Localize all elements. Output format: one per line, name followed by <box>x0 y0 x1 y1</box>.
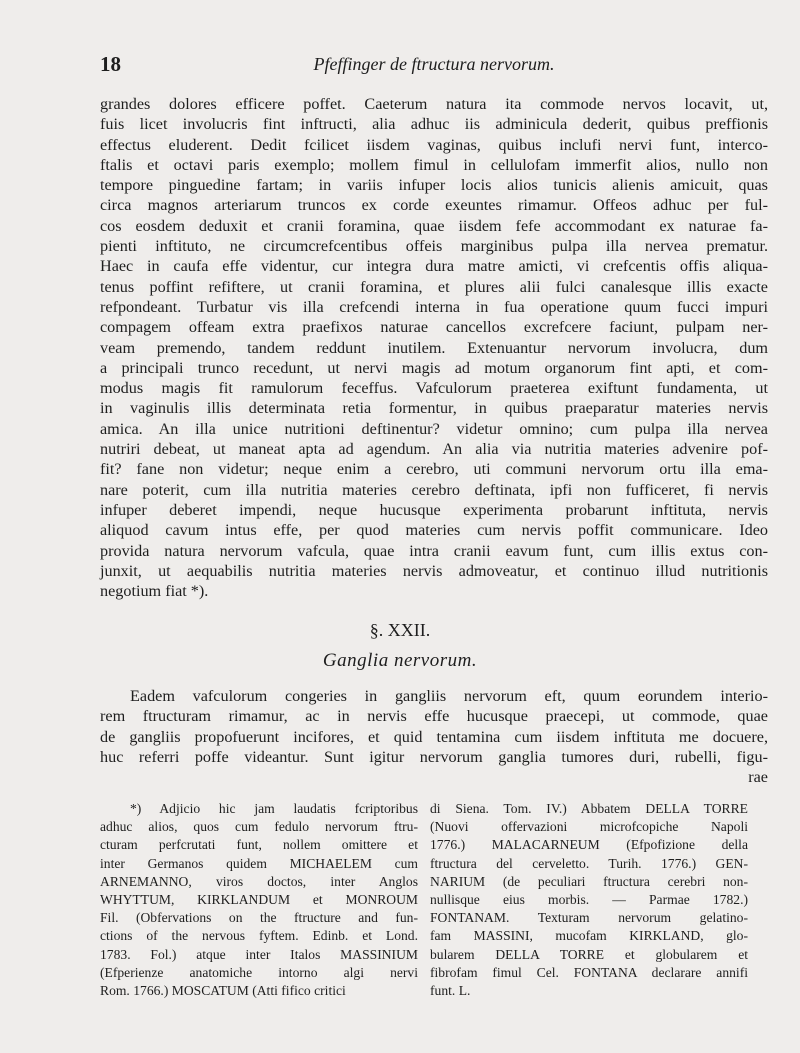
footnote-left-line: Fil. (Obfervations on the ftructure and fun- <box>100 910 418 926</box>
body-line: modus magis fit ramulorum feceffus. Vafculorum praeterea exiftunt fundamenta, ut <box>100 379 768 398</box>
footnote-left-line: *) Adjicio hic jam laudatis fcriptoribus <box>130 801 418 816</box>
body-line: cos eosdem deduxit et cranii foramina, quae iisdem fefe accommodant ex naturae fa- <box>100 216 768 235</box>
section-title: Ganglia nervorum. <box>322 650 478 671</box>
footnote-right-line: NARIUM (de peculiari ftructura cerebri non- <box>430 873 748 889</box>
footnote-column-right <box>430 800 748 1000</box>
footnote-left-line: ARNEMANNO, viros doctos, inter Anglos <box>100 873 418 889</box>
body-line: circa magnos arteriarum truncos ex corde exeuntes rimamur. Offeos adhuc per ful- <box>100 196 768 215</box>
body-line: negotium fiat *). <box>100 582 209 601</box>
body-line: amica. An illa unice nutritioni deftinentur? videtur omnino; cum pulpa illa nervea <box>100 419 768 438</box>
body-line: fit? fane non videtur; neque enim a cerebro, uti communi nervorum ortu illa ema- <box>100 460 768 479</box>
section-number: §. XXII. <box>369 620 431 640</box>
footnote-right-line: ftructura del cerveletto. Turih. 1776.) GEN- <box>430 855 748 871</box>
footnote-right-line: fibrofam fimul Cel. FONTANA declarare annifi <box>430 964 748 980</box>
body-line: pienti inftituto, ne circumcrefcentibus offeis marginibus pulpa illa nervea prematur. <box>100 237 768 256</box>
body-line: aliquod cavum intus effe, per quod materies cum nervis poffit communicare. Ideo <box>100 521 768 540</box>
footnote-right-line: nullisque eius morbis. — Parmae 1782.) <box>430 891 748 907</box>
footnote-left-line: adhuc alios, quos cum fedulo nervorum ftru- <box>100 819 418 835</box>
section-body-line: de gangliis propofuerunt incifores, et quid tentamina cum iisdem inftituta me docuere, <box>100 727 768 746</box>
body-line: Haec in caufa effe videntur, cur integra dura matre amicti, vi crefcentis offis aliqua- <box>100 257 768 276</box>
body-line: tempore pinguedine fartam; in variis infuper locis alios tunicis alienis amicuit, quas <box>100 176 768 195</box>
body-line: nare poterit, cum illa nutritia materies cerebro deftinata, ipfi non fufficeret, fi nervis <box>100 480 768 499</box>
body-line: veam premendo, tandem reddunt inutilem. Extenuantur nervorum involucra, dum <box>100 338 768 357</box>
body-line: in vaginulis illis determinata retia formentur, in quibus praeparatur materies nervis <box>100 399 768 418</box>
footnote-right-line: fam MASSINI, mucofam KIRKLAND, glo- <box>430 928 748 944</box>
footnote-right-line: di Siena. Tom. IV.) Abbatem DELLA TORRE <box>430 801 748 816</box>
section-body-line: Eadem vafculorum congeries in gangliis nervorum eft, quum eorundem interio- <box>130 687 768 705</box>
section-body-line: rem ftructuram rimamur, ac in nervis effe hucusque praecepi, ut commode, quae <box>100 707 768 726</box>
footnote-right-line: (Nuovi offervazioni microfcopiche Napoli <box>430 819 748 835</box>
footnote-right-line: FONTANAM. Texturam nervorum gelatino- <box>430 910 748 926</box>
section-paragraph <box>100 686 768 787</box>
section-body-line: rae <box>748 768 768 787</box>
body-line: nutriri debeat, ut maneat apta ad agendum. An alia via nutritia materies advenire pof- <box>100 440 768 459</box>
body-line: grandes dolores efficere poffet. Caeterum natura ita commode nervos locavit, ut, <box>100 95 768 113</box>
body-line: provida natura nervorum vafcula, quae intra cranii eavum funt, cum illis extus con- <box>100 541 768 560</box>
body-line: a principali trunco recedunt, ut nervi magis ad motum organorum fint apti, et com- <box>100 358 768 377</box>
footnote-left-line: ctions of the nervous fyftem. Edinb. et Lond. <box>100 928 418 944</box>
body-line: tenus poffint refiftere, ut cranii foramina, et plures alii fulci canalesque illis exacte <box>100 277 768 296</box>
footnote-left-line: WHYTTUM, KIRKLANDUM et MONROUM <box>100 891 418 907</box>
section-body-line: huc referri poffe videantur. Sunt igitur nervorum ganglia tumores duri, rubelli, figu- <box>100 747 768 766</box>
footnote-column-left <box>100 800 418 1000</box>
body-line: refpondeant. Turbatur vis illa crefcendi interna in fua operatione quum fucci impuri <box>100 297 768 316</box>
footnote-left-line: Rom. 1766.) MOSCATUM (Atti fifico critici <box>100 982 346 998</box>
footnote-left-line: inter Germanos quidem MICHAELEM cum <box>100 855 418 871</box>
footnote-right-line: funt. L. <box>430 982 471 998</box>
footnote-right-line: bularem DELLA TORRE et globularem et <box>430 946 748 962</box>
body-paragraph <box>100 94 768 601</box>
running-title: Pfeffinger de ftructura nervorum. <box>313 54 555 74</box>
body-line: infuper deberet impendi, neque hucusque experimenta probarunt inftituta, nervis <box>100 500 768 519</box>
footnote-right-line: 1776.) MALACARNEUM (Efpofizione della <box>430 837 748 853</box>
footnote-left-line: (Efperienze anatomiche intorno algi nervi <box>100 964 418 980</box>
page-header <box>100 52 768 78</box>
footnote-left-line: 1783. Fol.) atque inter Italos MASSINIUM <box>100 946 418 962</box>
footnote-left-line: cturam perfcrutati funt, nollem omittere et <box>100 837 418 853</box>
body-line: fuis licet involucris fint inftructi, alia adhuc iis adminicula dederit, quibus preffionis <box>100 115 768 134</box>
body-line: ftalis et octavi paris exemplo; mollem fimul in cellulofam immerfit alios, nullo non <box>100 155 768 174</box>
body-line: effectus eluderent. Dedit fcilicet iisdem vaginas, quibus inclufi nervi funt, interco- <box>100 135 768 154</box>
body-line: compagem offeam extra praefixos naturae cancellos excrefcere faciunt, pulpam ner- <box>100 318 768 337</box>
body-line: junxit, ut aequabilis nutritia materies nervis admoveatur, et continuo illud nutritionis <box>100 561 768 580</box>
page-number: 18 <box>100 52 121 76</box>
